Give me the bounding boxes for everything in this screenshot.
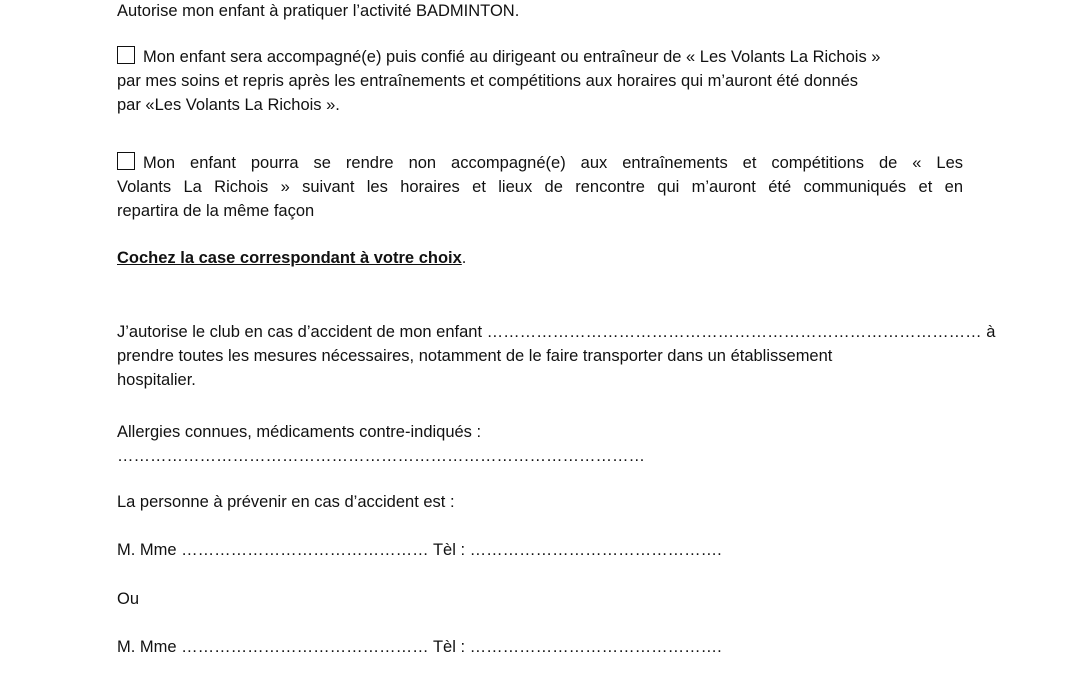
option-accompanied-line3: par «Les Volants La Richois ».: [117, 96, 340, 114]
option-unaccompanied-checkbox[interactable]: [117, 152, 135, 170]
authorization-line: Autorise mon enfant à pratiquer l’activité BADMINTON.: [117, 2, 520, 20]
option-unaccompanied-line3: repartira de la même façon: [117, 202, 315, 220]
instruction-text: Cochez la case correspondant à votre choix: [117, 249, 462, 267]
option-accompanied-line1: [117, 45, 963, 69]
option-accompanied-checkbox[interactable]: [117, 46, 135, 64]
contact-heading: La personne à prévenir en cas d’accident est :: [117, 493, 455, 511]
option-unaccompanied: [117, 151, 963, 223]
option-unaccompanied-line2: Volants La Richois » suivant les horaires et lieux de rencontre qui m’auront été communiqués et en: [117, 178, 963, 196]
contact-2-field[interactable]: M. Mme ……………………………………… Tèl : ……………………………………….: [117, 638, 722, 656]
option-accompanied-line2: par mes soins et repris après les entraînements et compétitions aux horaires qui m’auront été donnés: [117, 72, 859, 90]
option-accompanied-text1: Mon enfant sera accompagné(e) puis confié au dirigeant ou entraîneur de « Les Volants La Richois »: [143, 48, 881, 66]
accident-line2: prendre toutes les mesures nécessaires, notamment de le faire transporter dans un établissement: [117, 347, 833, 365]
instruction-suffix: .: [461, 249, 467, 267]
contact-1-field[interactable]: M. Mme ……………………………………… Tèl : ……………………………………….: [117, 541, 722, 559]
accident-authorization: [117, 320, 996, 392]
or-label: Ou: [117, 590, 140, 608]
accident-line3: hospitalier.: [117, 371, 196, 389]
instruction: [117, 246, 963, 270]
option-accompanied: [117, 45, 963, 117]
option-unaccompanied-text1: Mon enfant pourra se rendre non accompagné(e) aux entraînements et compétitions de « Les: [143, 154, 963, 172]
accident-line1: J’autorise le club en cas d’accident de mon enfant ……………………………………………………………………………… à: [117, 323, 996, 341]
option-unaccompanied-line1: [117, 151, 963, 175]
allergies-field[interactable]: Allergies connues, médicaments contre-indiqués : ……………………………………………………………………………………: [117, 423, 645, 465]
